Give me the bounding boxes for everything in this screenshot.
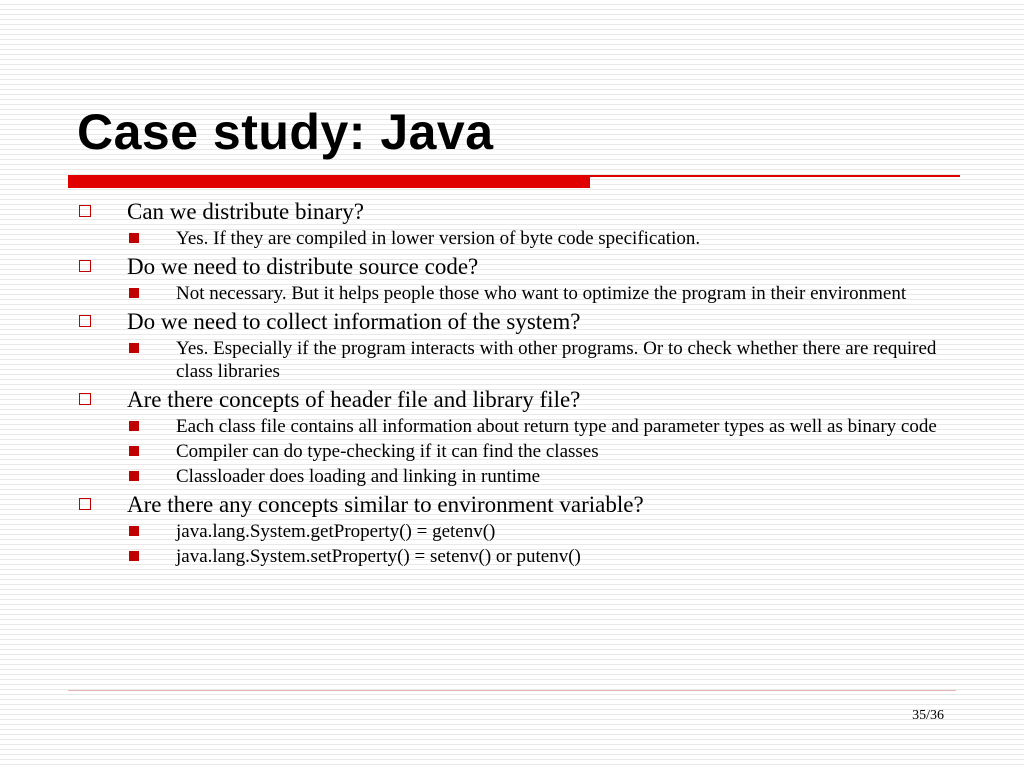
slide-title: Case study: Java [77,104,494,160]
sub-bullet-text: java.lang.System.setProperty() = setenv() or putenv() [176,546,581,567]
filled-square-bullet-icon [129,343,139,353]
filled-square-bullet-icon [129,233,139,243]
bullet-text: Are there any concepts similar to environment variable? [127,492,644,517]
sub-bullet-text: Each class file contains all information about return type and parameter types as well as binary code [176,416,937,437]
sub-bullet-text: Yes. If they are compiled in lower version of byte code specification. [176,228,701,249]
sub-bullet-item [78,440,948,463]
sub-bullet-text: java.lang.System.getProperty() = getenv() [176,521,496,542]
hollow-square-bullet-icon [79,205,91,217]
bullet-text: Are there concepts of header file and library file? [127,387,581,412]
sub-bullet-item [78,545,948,568]
sub-bullet-item [78,415,948,438]
filled-square-bullet-icon [129,526,139,536]
sub-bullet-text: Not necessary. But it helps people those who want to optimize the program in their environment [176,283,907,304]
hollow-square-bullet-icon [79,315,91,327]
sub-bullet-text: Classloader does loading and linking in runtime [176,466,541,487]
footer-divider [68,690,956,691]
bullet-text: Do we need to distribute source code? [127,254,479,279]
hollow-square-bullet-icon [79,260,91,272]
slide-content [78,198,948,570]
bullet-item [78,386,948,414]
bullet-text: Do we need to collect information of the system? [127,309,581,334]
sub-bullet-item [78,520,948,543]
bullet-item [78,198,948,226]
bullet-text: Can we distribute binary? [127,199,364,224]
bullet-item [78,308,948,336]
bullet-item [78,253,948,281]
filled-square-bullet-icon [129,288,139,298]
sub-bullet-item [78,227,948,250]
sub-bullet-text: Compiler can do type-checking if it can find the classes [176,441,599,462]
sub-bullet-item [78,282,948,305]
filled-square-bullet-icon [129,446,139,456]
filled-square-bullet-icon [129,471,139,481]
hollow-square-bullet-icon [79,498,91,510]
title-underline-thick [68,175,590,188]
filled-square-bullet-icon [129,551,139,561]
title-underline-thin [590,175,960,177]
bullet-item [78,491,948,519]
sub-bullet-text: Yes. Especially if the program interacts with other programs. Or to check whether there are required class libraries [176,338,937,382]
sub-bullet-item [78,465,948,488]
sub-bullet-item [78,337,948,383]
hollow-square-bullet-icon [79,393,91,405]
filled-square-bullet-icon [129,421,139,431]
page-number: 35/36 [912,708,944,723]
